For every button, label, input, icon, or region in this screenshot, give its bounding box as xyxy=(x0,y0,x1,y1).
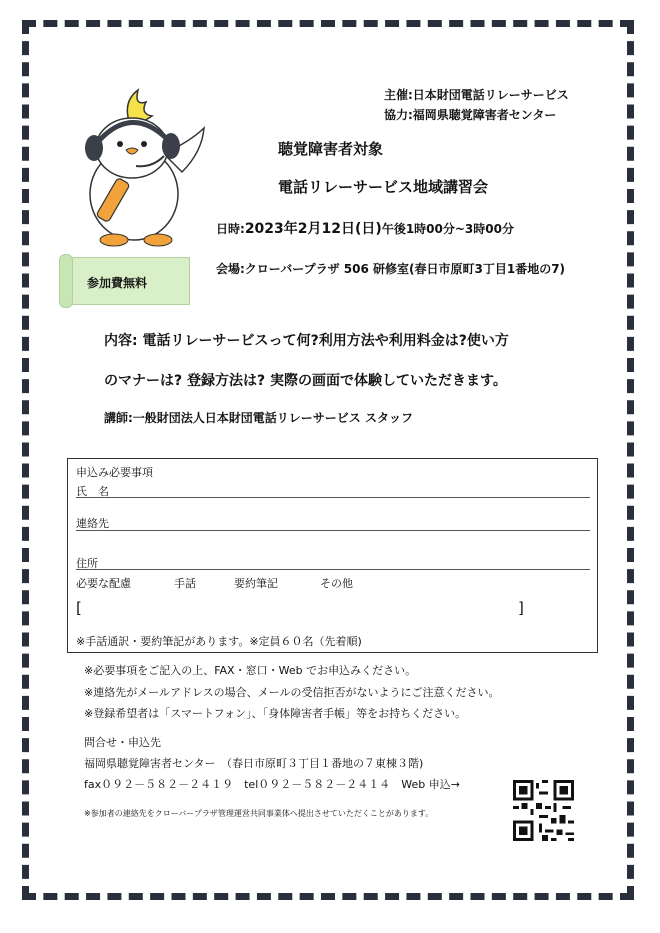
note-1: ※必要事項をご記入の上、FAX・窓口・Web でお申込みください。 xyxy=(84,664,417,677)
contact-label: 連絡先 xyxy=(76,517,109,530)
content-line1: 内容: 電話リレーサービスって何?利用方法や利用料金は?使い方 xyxy=(104,333,509,349)
option-summary-writing[interactable]: 要約筆記 xyxy=(234,577,278,590)
bracket-close: ] xyxy=(518,599,524,617)
cooperation-text: 協力:福岡県聴覚障害者センター xyxy=(384,108,557,122)
option-other[interactable]: その他 xyxy=(320,577,353,590)
form-footnote: ※手話通訳・要約筆記があります。※定員６０名（先着順) xyxy=(76,635,362,648)
title-line2: 電話リレーサービス地域講習会 xyxy=(278,178,489,196)
other-needs-field[interactable] xyxy=(90,600,510,618)
address-field[interactable] xyxy=(76,569,590,570)
time-value: 午後1時00分~3時00分 xyxy=(381,222,514,236)
lecturer-text: 講師:一般財団法人日本財団電話リレーサービス スタッフ xyxy=(104,411,413,425)
note-2: ※連絡先がメールアドレスの場合、メールの受信拒否がないようにご注意ください。 xyxy=(84,686,500,699)
badge-scroll-roll xyxy=(59,254,73,308)
name-field[interactable] xyxy=(76,497,590,498)
content-line2: のマナーは? 登録方法は? 実際の画面で体験していただきます。 xyxy=(104,373,507,389)
title-line1: 聴覚障害者対象 xyxy=(278,140,384,158)
date-value: 2023年2月12日(日) xyxy=(244,221,382,237)
privacy-note: ※参加者の連絡先をクローバープラザ管理運営共同事業体へ提出させていただくことがあります。 xyxy=(84,809,434,818)
contact-heading: 問合せ・申込先 xyxy=(84,736,161,749)
option-sign-language[interactable]: 手話 xyxy=(174,577,196,590)
bracket-open: [ xyxy=(76,599,82,617)
note-3: ※登録希望者は「スマートフォン」、「身体障害者手帳」等をお持ちください。 xyxy=(84,707,467,720)
venue-text: 会場:クローバープラザ 506 研修室(春日市原町3丁目1番地の7) xyxy=(216,262,566,276)
contact-field[interactable] xyxy=(76,530,590,531)
free-badge xyxy=(64,257,190,305)
qr-code-icon[interactable] xyxy=(513,780,574,841)
free-badge-label: 参加費無料 xyxy=(87,276,148,290)
needs-label: 必要な配慮 xyxy=(76,577,131,590)
event-date xyxy=(216,218,514,238)
mascot-icon xyxy=(72,82,212,252)
host-text: 主催:日本財団電話リレーサービス xyxy=(384,88,569,102)
contact-org: 福岡県聴覚障害者センター （春日市原町３丁目１番地の７東棟３階) xyxy=(84,757,424,770)
form-heading: 申込み必要事項 xyxy=(76,466,153,479)
contact-phones: fax０９２－５８２－２４１９ tel０９２－５８２－２４１４ Web 申込→ xyxy=(84,778,460,791)
date-label: 日時: xyxy=(216,222,245,236)
address-label: 住所 xyxy=(76,557,98,570)
application-form xyxy=(67,458,598,653)
name-label: 氏 名 xyxy=(76,485,109,498)
